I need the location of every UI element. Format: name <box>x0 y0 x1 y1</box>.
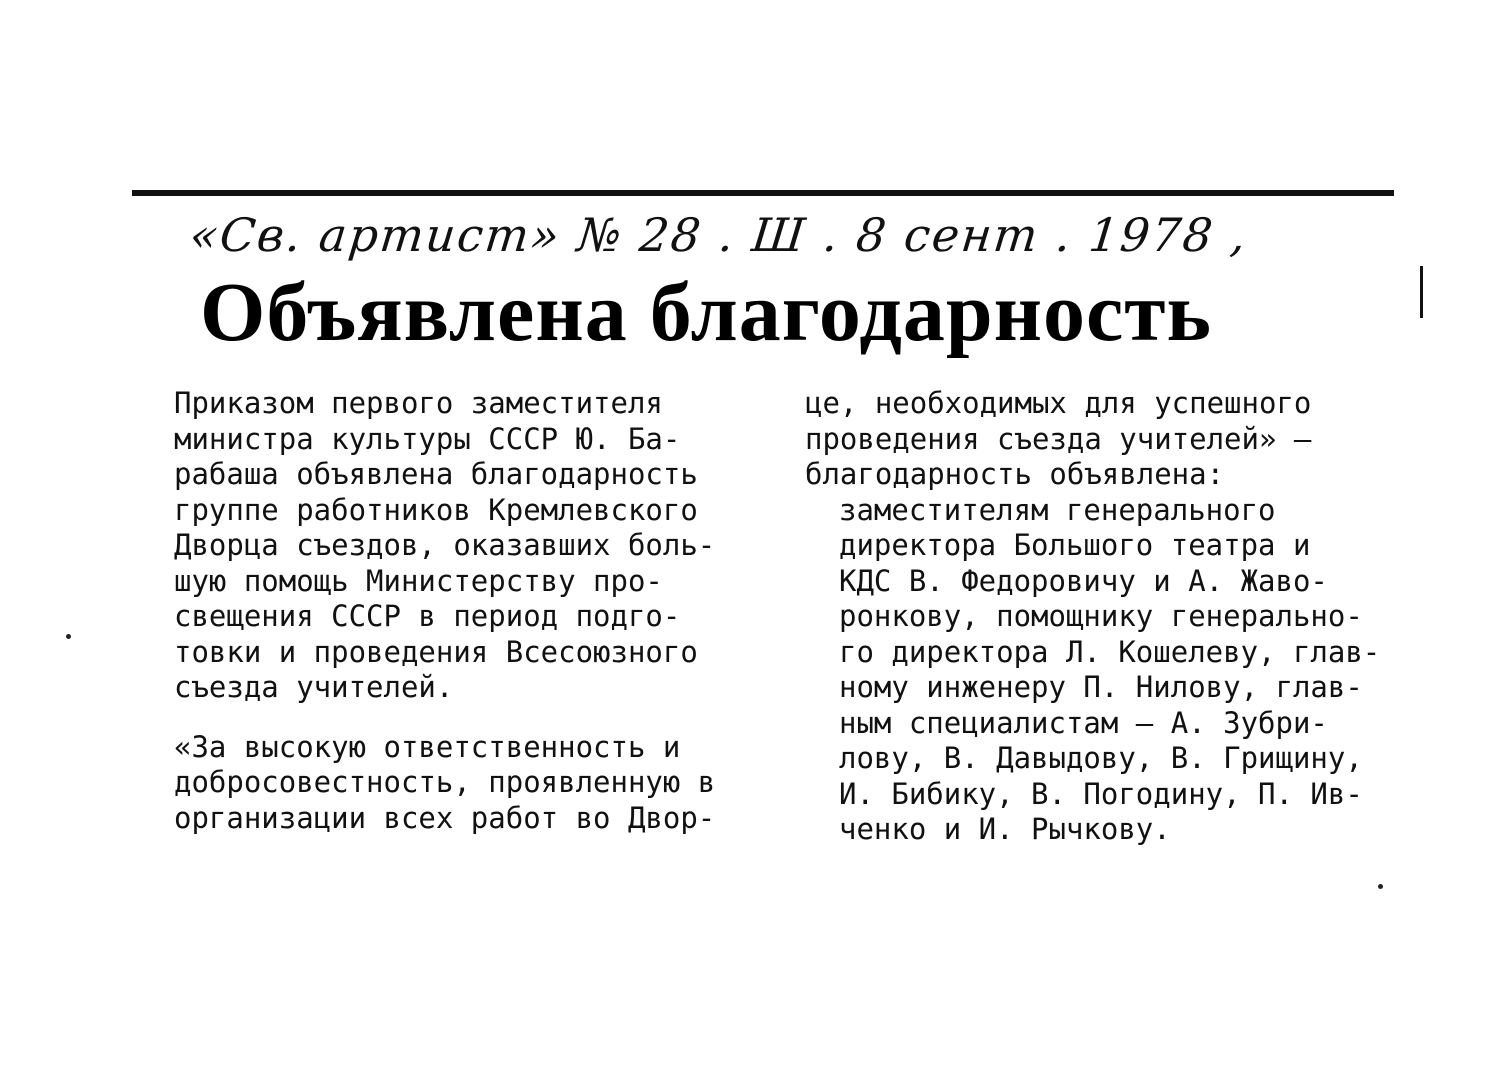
text-line: «За высокую ответственность и <box>174 729 681 764</box>
margin-mark <box>1420 266 1423 318</box>
text-line: директора Большого театра и <box>839 528 1311 562</box>
left-column <box>140 386 750 836</box>
text-line: лову, В. Давыдову, В. Грищину, <box>839 741 1363 775</box>
paragraph <box>140 386 750 706</box>
text-line: благодарность объявлена: <box>805 457 1225 491</box>
text-line: го директора Л. Кошелеву, глав- <box>839 634 1381 669</box>
ink-speck <box>1378 884 1383 889</box>
text-line: ным специалистам — А. Зубри- <box>839 705 1328 740</box>
text-line: рабаша объявлена благодарность <box>174 457 698 491</box>
headline: Объявлена благодарность <box>200 266 1212 359</box>
text-line: ронкову, помощнику генерально- <box>839 599 1363 633</box>
text-line: организации всех работ во Двор- <box>174 800 716 835</box>
text-line: съезда учителей. <box>174 670 454 704</box>
text-line: ному инженеру П. Нилову, глав- <box>839 670 1363 704</box>
text-line: проведения съезда учителей» — <box>805 421 1312 456</box>
paragraph <box>805 493 1415 848</box>
text-line: ченко и И. Рычкову. <box>839 812 1171 846</box>
handwritten-note: «Св. артист» № 28 . Ш . 8 сент . 1978 , <box>187 208 1251 262</box>
paragraph <box>805 386 1415 493</box>
top-rule <box>132 190 1394 196</box>
text-line: заместителям генерального <box>839 492 1276 527</box>
text-line: шую помощь Министерству про- <box>174 563 663 598</box>
text-line: свещения СССР в период подго- <box>174 599 681 633</box>
right-column <box>805 386 1415 848</box>
text-line: це, необходимых для успешного <box>805 386 1312 420</box>
text-line: И. Бибику, В. Погодину, П. Ив- <box>839 776 1363 811</box>
paragraph <box>140 730 750 837</box>
text-line: добросовестность, проявленную в <box>174 765 716 799</box>
text-line: Дворца съездов, оказавших боль- <box>174 528 716 562</box>
text-line: КДС В. Федоровичу и А. Жаво- <box>839 563 1328 598</box>
text-line: группе работников Кремлевского <box>174 492 698 527</box>
text-line: товки и проведения Всесоюзного <box>174 634 698 669</box>
text-line: министра культуры СССР Ю. Ба- <box>174 421 681 456</box>
ink-speck <box>66 634 71 639</box>
text-line: Приказом первого заместителя <box>174 386 663 420</box>
